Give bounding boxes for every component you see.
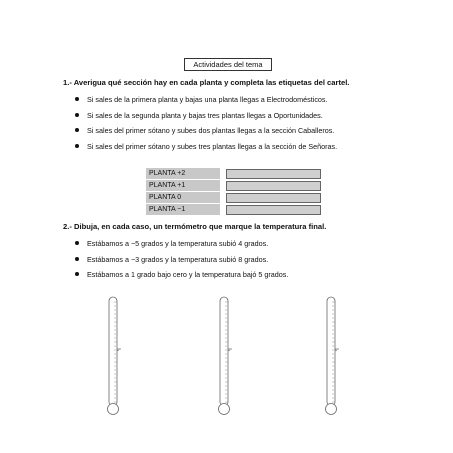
floor-answer-field[interactable]: [226, 181, 321, 191]
bullet-icon: [75, 241, 79, 245]
floor-sign: [146, 168, 320, 216]
floor-answer-field[interactable]: [226, 193, 321, 203]
floor-row: [146, 180, 320, 191]
bullet-icon: [75, 128, 79, 132]
floor-label: PLANTA +1: [146, 180, 220, 191]
bullet-icon: [75, 257, 79, 261]
floor-row: [146, 204, 320, 215]
list-item: Estábamos a −5 grados y la temperatura subió 4 grados.: [75, 239, 268, 248]
floor-label: PLANTA +2: [146, 168, 220, 179]
thermometer-icon[interactable]: [216, 296, 236, 416]
floor-answer-field[interactable]: [226, 169, 321, 179]
zero-label: 0º: [335, 347, 339, 352]
section1-heading: 1.- Averigua qué sección hay en cada planta y completa las etiquetas del cartel.: [63, 78, 350, 87]
bullet-icon: [75, 144, 79, 148]
thermometer-icon[interactable]: [105, 296, 125, 416]
page-title: Actividades del tema: [184, 58, 272, 71]
thermometer-icon[interactable]: [323, 296, 343, 416]
list-item: Estábamos a −3 grados y la temperatura subió 8 grados.: [75, 255, 268, 264]
list-item: Estábamos a 1 grado bajo cero y la temperatura bajó 5 grados.: [75, 270, 288, 279]
floor-label: PLANTA −1: [146, 204, 220, 215]
section2-heading: 2.- Dibuja, en cada caso, un termómetro que marque la temperatura final.: [63, 222, 327, 231]
list-item: Si sales de la primera planta y bajas una planta llegas a Electrodomésticos.: [75, 95, 328, 104]
bullet-icon: [75, 272, 79, 276]
floor-label: PLANTA 0: [146, 192, 220, 203]
floor-row: [146, 168, 320, 179]
zero-label: 0º: [228, 347, 232, 352]
floor-answer-field[interactable]: [226, 205, 321, 215]
list-item: Si sales del primer sótano y subes tres plantas llegas a la sección de Señoras.: [75, 142, 337, 151]
floor-row: [146, 192, 320, 203]
bullet-icon: [75, 97, 79, 101]
zero-label: 0º: [117, 347, 121, 352]
list-item: Si sales del primer sótano y subes dos plantas llegas a la sección Caballeros.: [75, 126, 334, 135]
bullet-icon: [75, 113, 79, 117]
list-item: Si sales de la segunda planta y bajas tres plantas llegas a Oportunidades.: [75, 111, 323, 120]
